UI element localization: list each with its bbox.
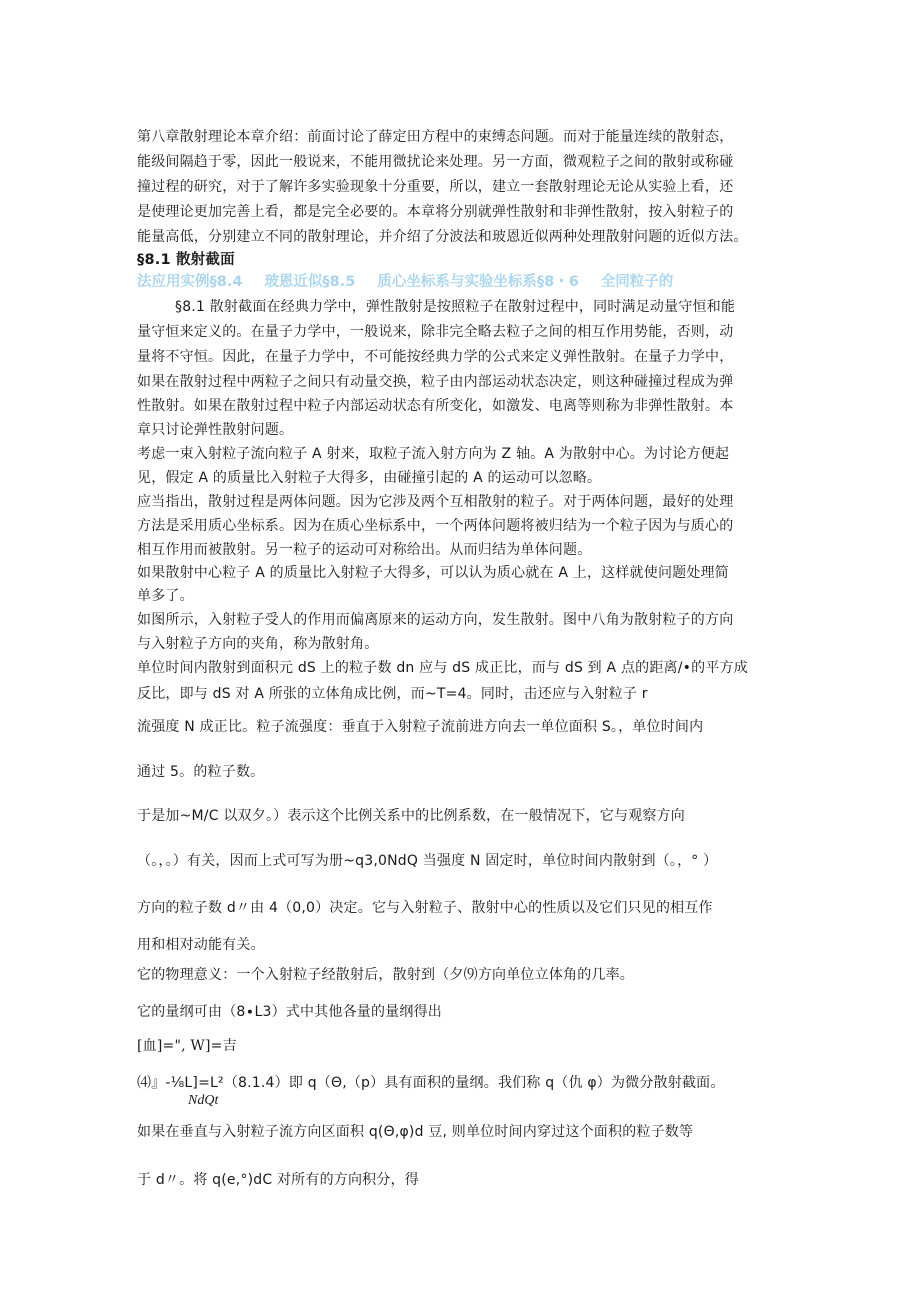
p1-line-5: 性散射。如果在散射过程中粒子内部运动状态有所变化，如激发、电离等则称为非弹性散射。本 [137, 398, 734, 414]
chapter-links [137, 272, 673, 292]
intro-line-5: 能量高低，分别建立不同的散射理论，并介绍了分波法和玻恩近似两种处理散射问题的近似方法。 [137, 229, 748, 245]
p11-line: 方向的粒子数 d〃由 4（0,0）决定。它与入射粒子、散射中心的性质以及它们只见的相互作 [137, 900, 713, 916]
p3-line-2: 方法是采用质心坐标系。因为在质心坐标系中，一个两体问题将被归结为一个粒子因为与质心的 [137, 518, 734, 534]
p12-line: 用和相对动能有关。 [137, 937, 265, 953]
p8-line: 通过 5。的粒子数。 [137, 764, 265, 780]
intro-line-3: 撞过程的研究，对于了解许多实验现象十分重要，所以，建立一套散射理论无论从实验上看，还 [137, 179, 734, 195]
p17-line: 如果在垂直与入射粒子流方向区面积 q(Θ,φ)d 豆, 则单位时间内穿过这个面积的粒子数等 [137, 1124, 694, 1140]
p15-line: [血]=", W]=吉 [137, 1038, 237, 1054]
link-8-4[interactable]: 法应用实例§8.4 [137, 274, 243, 290]
p7-line: 流强度 N 成正比。粒子流强度：垂直于入射粒子流前进方向去一单位面积 S。，单位时间内 [137, 719, 704, 735]
intro-line-4: 是使理论更加完善上看，都是完全必要的。本章将分别就弹性散射和非弹性散射，按入射粒子的 [137, 204, 734, 220]
p4-line-2: 单多了。 [137, 588, 194, 604]
p1-line-4: 如果在散射过程中两粒子之间只有动量交换，粒子由内部运动状态决定，则这种碰撞过程成为弹 [137, 374, 734, 390]
p4-line-1: 如果散射中心粒子 A 的质量比入射粒子大得多，可以认为质心就在 A 上，这样就使问题处理简 [137, 565, 729, 581]
p16-subscript: NdQt [188, 1093, 219, 1108]
p2-line-2: 见，假定 A 的质量比入射粒子大得多，由碰撞引起的 A 的运动可以忽略。 [137, 470, 602, 486]
p6-line-2: 反比，即与 dS 对 A 所张的立体角成比例，而~T=4。同时，击还应与入射粒子 r [137, 686, 648, 702]
p2-line-1: 考虑一束入射粒子流向粒子 A 射来，取粒子流入射方向为 Z 轴。A 为散射中心。为讨论方便起 [137, 446, 730, 462]
p14-line: 它的量纲可由（8∙L3）式中其他各量的量纲得出 [137, 1004, 442, 1020]
p18-line: 于 d〃。将 q(e,°)dC 对所有的方向积分，得 [137, 1172, 419, 1188]
section-heading: §8.1 散射截面 [137, 252, 235, 268]
intro-line-2: 能级间隔趋于零，因此一般说来，不能用微扰论来处理。另一方面，微观粒子之间的散射或称碰 [137, 154, 734, 170]
p10-line: （。，。）有关，因而上式可写为册~q3,0NdQ 当强度 N 固定时，单位时间内散射到（。，° ） [137, 853, 718, 869]
p9-line: 于是加~M/C 以双夕。）表示这个比例关系中的比例系数，在一般情况下，它与观察方向 [137, 808, 685, 824]
p3-line-3: 相互作用而被散射。另一粒子的运动可对称给出。从而归结为单体问题。 [137, 542, 592, 558]
p13-line: 它的物理意义：一个入射粒子经散射后，散射到（夕⑼方向单位立体角的几率。 [137, 967, 634, 983]
p5-line-1: 如图所示，入射粒子受人的作用而偏离原来的运动方向，发生散射。图中八角为散射粒子的方向 [137, 612, 734, 628]
p16-line: ⑷』-⅛L]=L²（8.1.4）即 q（Θ,（p）具有面积的量纲。我们称 q（仇 φ）为微分散射截面。 [137, 1075, 725, 1091]
p1-line-3: 量将不守恒。因此，在量子力学中，不可能按经典力学的公式来定义弹性散射。在量子力学中， [137, 349, 734, 365]
link-8-7[interactable]: 全同粒子的 [600, 274, 674, 290]
intro-line-1: 第八章散射理论本章介绍：前面讨论了薛定田方程中的束缚态问题。而对于能量连续的散射态， [137, 129, 734, 145]
p5-line-2: 与入射粒子方向的夹角，称为散射角。 [137, 636, 379, 652]
p6-line-1: 单位时间内散射到面积元 dS 上的粒子数 dn 应与 dS 成正比，而与 dS 到 A 点的距离/•的平方成 [137, 660, 748, 676]
link-8-5[interactable]: 玻恩近似§8.5 [264, 274, 356, 290]
p1-line-1: §8.1 散射截面在经典力学中，弹性散射是按照粒子在散射过程中，同时满足动量守恒和能 [175, 299, 736, 315]
p3-line-1: 应当指出，散射过程是两体问题。因为它涉及两个互相散射的粒子。对于两体问题，最好的处理 [137, 494, 734, 510]
p1-line-2: 量守恒来定义的。在量子力学中，一般说来，除非完全略去粒子之间的相互作用势能，否则，动 [137, 324, 734, 340]
p1-line-6: 章只讨论弹性散射问题。 [137, 422, 294, 438]
link-8-6[interactable]: 质心坐标系与实验坐标系§8・6 [377, 274, 579, 290]
